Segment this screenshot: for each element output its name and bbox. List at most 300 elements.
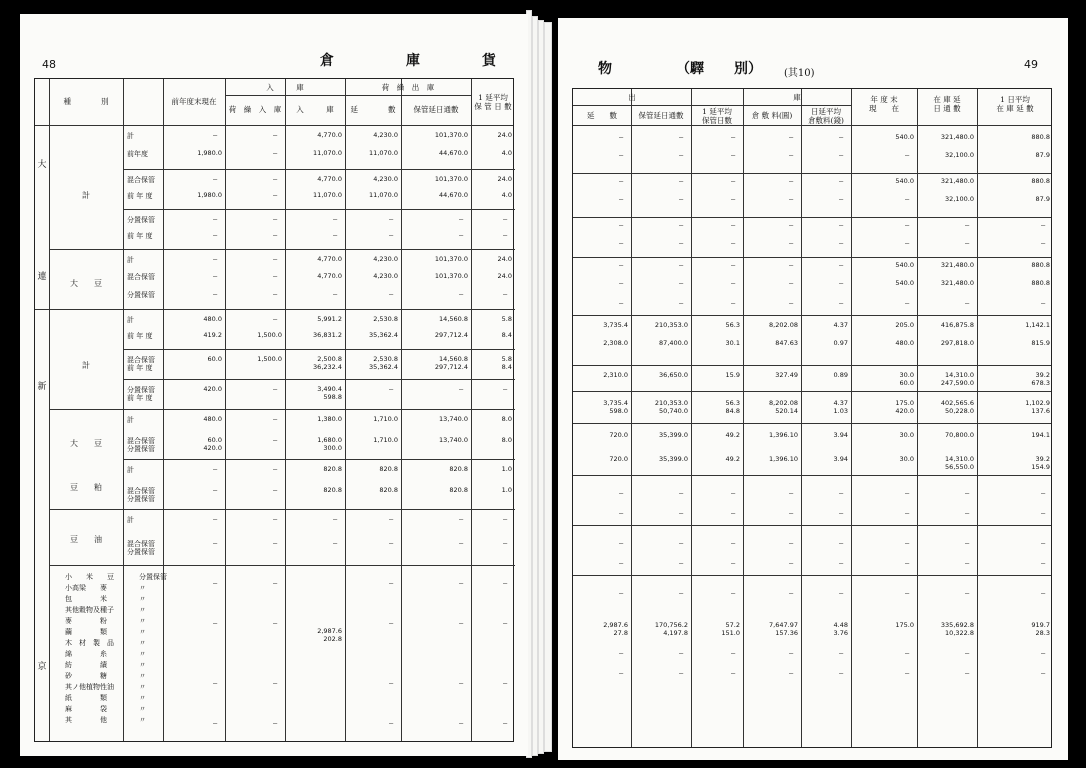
- empty-cell: —: [273, 515, 278, 523]
- empty-cell: —: [619, 195, 624, 203]
- value-cell: 24.0: [497, 255, 512, 263]
- empty-cell: —: [213, 515, 218, 523]
- value-cell: 24.0: [497, 175, 512, 183]
- item-ditto: 〃: [139, 683, 146, 691]
- empty-cell: —: [619, 151, 624, 159]
- item-ditto: 〃: [139, 639, 146, 647]
- value-cell: 540.0: [895, 279, 914, 287]
- empty-cell: —: [1041, 559, 1046, 567]
- value-cell: 2,530.8: [373, 355, 398, 363]
- value-cell: 4,230.0: [373, 272, 398, 281]
- value-cell: 44,670.0: [439, 191, 468, 199]
- value-cell: 247,590.0: [940, 379, 974, 387]
- value-cell: 8,202.08: [769, 399, 798, 407]
- column-rule: [801, 89, 802, 747]
- empty-cell: —: [839, 589, 844, 597]
- value-cell: 1.0: [501, 465, 512, 473]
- block-rule: [123, 169, 515, 170]
- value-cell: 57.2: [725, 621, 740, 629]
- empty-cell: —: [213, 175, 218, 183]
- block-rule: [123, 249, 515, 250]
- empty-cell: —: [789, 261, 794, 269]
- header-rule: [573, 125, 1051, 126]
- value-cell: 11,070.0: [369, 191, 398, 199]
- item-ditto: 〃: [139, 716, 146, 724]
- category-label: 計: [82, 361, 90, 370]
- value-cell: 480.0: [203, 415, 222, 423]
- row-label: 分置保管: [127, 386, 155, 394]
- empty-cell: —: [789, 669, 794, 677]
- header-prev-year: 前年度末現在: [171, 97, 217, 106]
- value-cell: 919.7: [1031, 621, 1050, 629]
- category-label: 豆 粕: [70, 483, 102, 492]
- empty-cell: —: [619, 261, 624, 269]
- empty-cell: —: [213, 719, 218, 727]
- empty-cell: —: [389, 231, 394, 239]
- value-cell: 56.3: [725, 321, 740, 329]
- empty-cell: —: [731, 177, 736, 185]
- value-cell: 10,322.8: [945, 629, 974, 637]
- block-rule: [573, 475, 1051, 476]
- empty-cell: —: [273, 486, 278, 494]
- value-cell: 49.2: [725, 455, 740, 463]
- value-cell: 420.0: [203, 444, 222, 452]
- empty-cell: —: [731, 669, 736, 677]
- row-label: 混合保管: [127, 437, 155, 445]
- empty-cell: —: [839, 177, 844, 185]
- row-label: 混合保管: [127, 176, 155, 184]
- value-cell: 175.0: [895, 399, 914, 407]
- row-label: 前 年 度: [127, 232, 153, 240]
- empty-cell: —: [273, 385, 278, 393]
- value-cell: 101,370.0: [434, 255, 468, 263]
- value-cell: 32,100.0: [945, 151, 974, 159]
- empty-cell: —: [839, 279, 844, 287]
- header-daily-avg: 1 日平均 在 庫 延 數: [996, 95, 1034, 113]
- page-number-left: 48: [42, 58, 56, 71]
- row-label: 計: [127, 416, 134, 424]
- value-cell: 2,500.8: [317, 355, 342, 363]
- empty-cell: —: [213, 215, 218, 223]
- value-cell: 815.9: [1031, 339, 1050, 347]
- column-rule: [123, 79, 124, 741]
- empty-cell: —: [965, 221, 970, 229]
- header-year-end: 年 度 末 現 在: [869, 95, 899, 113]
- header-out-group: 荷 繰 出 庫: [381, 83, 435, 92]
- value-cell: 4,770.0: [317, 175, 342, 183]
- empty-cell: —: [273, 175, 278, 183]
- empty-cell: —: [731, 489, 736, 497]
- header-rule: [35, 125, 513, 126]
- value-cell: 13,740.0: [439, 415, 468, 423]
- empty-cell: —: [789, 151, 794, 159]
- empty-cell: —: [273, 131, 278, 139]
- value-cell: 11,070.0: [313, 191, 342, 199]
- empty-cell: —: [789, 589, 794, 597]
- empty-cell: —: [1041, 669, 1046, 677]
- item-label: 其他穀物及種子: [65, 606, 114, 614]
- value-cell: 402,565.6: [940, 399, 974, 407]
- empty-cell: —: [731, 221, 736, 229]
- value-cell: 11,070.0: [313, 149, 342, 157]
- empty-cell: —: [213, 579, 218, 587]
- block-rule: [573, 423, 1051, 424]
- empty-cell: —: [905, 489, 910, 497]
- empty-cell: —: [731, 239, 736, 247]
- row-label: 前年度: [127, 150, 148, 158]
- value-cell: 297,712.4: [434, 363, 468, 371]
- value-cell: 720.0: [609, 431, 628, 439]
- item-ditto: 〃: [139, 584, 146, 592]
- header-storage: 保管延日通數: [638, 111, 684, 120]
- header-rule: [573, 105, 851, 106]
- value-cell: 5.8: [501, 315, 512, 323]
- value-cell: 0.89: [833, 371, 848, 379]
- empty-cell: —: [905, 669, 910, 677]
- block-rule: [573, 217, 1051, 218]
- empty-cell: —: [839, 489, 844, 497]
- value-cell: 205.0: [895, 321, 914, 329]
- empty-cell: —: [839, 261, 844, 269]
- value-cell: 87.9: [1035, 151, 1050, 159]
- empty-cell: —: [789, 133, 794, 141]
- header-stock-days: 在 庫 延 日 通 數: [933, 95, 961, 113]
- category-rule: [49, 565, 515, 566]
- value-cell: 7,647.97: [769, 621, 798, 629]
- empty-cell: —: [619, 539, 624, 547]
- value-cell: 175.0: [895, 621, 914, 629]
- value-cell: 28.3: [1035, 629, 1050, 637]
- empty-cell: —: [731, 559, 736, 567]
- empty-cell: —: [839, 239, 844, 247]
- block-rule: [123, 209, 515, 210]
- empty-cell: —: [213, 255, 218, 263]
- empty-cell: —: [679, 489, 684, 497]
- empty-cell: —: [619, 559, 624, 567]
- value-cell: 1,710.0: [373, 436, 398, 444]
- empty-cell: —: [789, 279, 794, 287]
- empty-cell: —: [789, 559, 794, 567]
- header-out-count: 延 數: [350, 105, 396, 114]
- empty-cell: —: [273, 465, 278, 473]
- value-cell: 4,770.0: [317, 272, 342, 281]
- empty-cell: —: [213, 289, 218, 298]
- empty-cell: —: [213, 679, 218, 687]
- empty-cell: —: [1041, 299, 1046, 307]
- category-label: 豆 油: [70, 535, 102, 544]
- empty-cell: —: [679, 261, 684, 269]
- value-cell: 598.0: [609, 407, 628, 415]
- block-rule: [573, 391, 1051, 392]
- empty-cell: —: [965, 649, 970, 657]
- empty-cell: —: [679, 539, 684, 547]
- empty-cell: —: [789, 489, 794, 497]
- value-cell: 419.2: [203, 331, 222, 339]
- value-cell: 3,735.4: [603, 321, 628, 329]
- value-cell: 27.8: [613, 629, 628, 637]
- block-rule: [123, 509, 515, 510]
- value-cell: 1.0: [501, 486, 512, 494]
- empty-cell: —: [503, 719, 508, 727]
- value-cell: 4,770.0: [317, 255, 342, 263]
- empty-cell: —: [965, 669, 970, 677]
- value-cell: 60.0: [207, 355, 222, 363]
- value-cell: 101,370.0: [434, 175, 468, 183]
- column-rule: [977, 89, 978, 747]
- empty-cell: —: [503, 289, 508, 298]
- value-cell: 87,400.0: [659, 339, 688, 347]
- value-cell: 8.4: [501, 363, 512, 371]
- value-cell: 194.1: [1031, 431, 1050, 439]
- empty-cell: —: [731, 279, 736, 287]
- value-cell: 880.8: [1031, 279, 1050, 287]
- header-type: 種 別: [63, 97, 109, 106]
- empty-cell: —: [503, 231, 508, 239]
- empty-cell: —: [213, 539, 218, 547]
- empty-cell: —: [333, 231, 338, 239]
- empty-cell: —: [1041, 239, 1046, 247]
- empty-cell: —: [679, 509, 684, 517]
- empty-cell: —: [839, 195, 844, 203]
- empty-cell: —: [789, 195, 794, 203]
- empty-cell: —: [619, 509, 624, 517]
- empty-cell: —: [905, 589, 910, 597]
- empty-cell: —: [965, 299, 970, 307]
- empty-cell: —: [619, 589, 624, 597]
- value-cell: 39.2: [1035, 371, 1050, 379]
- right-page: [558, 18, 1068, 760]
- empty-cell: —: [679, 133, 684, 141]
- value-cell: 820.8: [449, 486, 468, 494]
- row-label: 分置保管: [127, 216, 155, 224]
- empty-cell: —: [459, 539, 464, 547]
- empty-cell: —: [731, 509, 736, 517]
- row-label: 分置保管: [127, 290, 155, 299]
- empty-cell: —: [731, 539, 736, 547]
- value-cell: 297,712.4: [434, 331, 468, 339]
- column-rule: [225, 79, 226, 741]
- empty-cell: —: [789, 239, 794, 247]
- value-cell: 4.48: [833, 621, 848, 629]
- value-cell: 0.97: [833, 339, 848, 347]
- value-cell: 210,353.0: [654, 399, 688, 407]
- value-cell: 30.0: [899, 455, 914, 463]
- value-cell: 1,396.10: [769, 455, 798, 463]
- value-cell: 297,818.0: [940, 339, 974, 347]
- empty-cell: —: [679, 221, 684, 229]
- block-rule: [573, 365, 1051, 366]
- value-cell: 4.0: [501, 149, 512, 157]
- value-cell: 540.0: [895, 177, 914, 185]
- empty-cell: —: [389, 215, 394, 223]
- item-label: 綿 糸: [65, 650, 107, 658]
- empty-cell: —: [389, 539, 394, 547]
- value-cell: 2,530.8: [373, 315, 398, 323]
- value-cell: 1,500.0: [257, 331, 282, 339]
- right-table: [572, 88, 1052, 748]
- empty-cell: —: [459, 231, 464, 239]
- row-label: 前 年 度: [127, 332, 153, 340]
- empty-cell: —: [1041, 489, 1046, 497]
- value-cell: 2,308.0: [603, 339, 628, 347]
- empty-cell: —: [459, 619, 464, 627]
- category-label: 大 豆: [70, 439, 102, 448]
- value-cell: 8.0: [501, 415, 512, 423]
- region-label: 大: [37, 160, 47, 170]
- empty-cell: —: [273, 679, 278, 687]
- column-rule: [851, 89, 852, 747]
- value-cell: 14,560.8: [439, 315, 468, 323]
- row-label: 混合保管: [127, 540, 155, 548]
- empty-cell: —: [965, 539, 970, 547]
- empty-cell: —: [619, 133, 624, 141]
- item-ditto: 〃: [139, 606, 146, 614]
- value-cell: 1,710.0: [373, 415, 398, 423]
- empty-cell: —: [679, 299, 684, 307]
- empty-cell: —: [503, 385, 508, 393]
- value-cell: 1,396.10: [769, 431, 798, 439]
- value-cell: 70,800.0: [945, 431, 974, 439]
- empty-cell: —: [789, 221, 794, 229]
- value-cell: 30.0: [899, 431, 914, 439]
- empty-cell: —: [1041, 509, 1046, 517]
- item-ditto: 〃: [139, 628, 146, 636]
- column-rule: [691, 89, 692, 747]
- value-cell: 820.8: [323, 465, 342, 473]
- row-label: 計: [127, 516, 134, 524]
- value-cell: 3,735.4: [603, 399, 628, 407]
- empty-cell: —: [731, 649, 736, 657]
- item-label: 小 米 豆: [65, 573, 114, 581]
- value-cell: 4.37: [833, 399, 848, 407]
- block-rule: [573, 173, 1051, 174]
- value-cell: 87.9: [1035, 195, 1050, 203]
- value-cell: 35,362.4: [369, 331, 398, 339]
- empty-cell: —: [213, 131, 218, 139]
- value-cell: 416,875.8: [940, 321, 974, 329]
- empty-cell: —: [273, 415, 278, 423]
- empty-cell: —: [333, 215, 338, 223]
- block-rule: [573, 575, 1051, 576]
- column-rule: [917, 89, 918, 747]
- value-cell: 5,991.2: [317, 315, 342, 323]
- value-cell: 8.4: [501, 331, 512, 339]
- value-cell: 420.0: [895, 407, 914, 415]
- value-cell: 3.76: [833, 629, 848, 637]
- value-cell: 1,380.0: [317, 415, 342, 423]
- page-subtitle: (其10): [784, 68, 815, 79]
- item-label: 木 材 製 品: [65, 639, 114, 647]
- item-label: 其 他: [65, 716, 107, 724]
- header-in-transfer: 荷 繰 入 庫: [228, 105, 282, 114]
- value-cell: 4,230.0: [373, 131, 398, 139]
- empty-cell: —: [333, 289, 338, 298]
- value-cell: 321,480.0: [940, 279, 974, 287]
- empty-cell: —: [619, 279, 624, 287]
- empty-cell: —: [619, 669, 624, 677]
- value-cell: 60.0: [207, 436, 222, 444]
- empty-cell: —: [619, 649, 624, 657]
- item-ditto: 〃: [139, 672, 146, 680]
- empty-cell: —: [789, 509, 794, 517]
- empty-cell: —: [619, 221, 624, 229]
- empty-cell: —: [905, 649, 910, 657]
- value-cell: 3.94: [833, 455, 848, 463]
- empty-cell: —: [679, 589, 684, 597]
- empty-cell: —: [213, 465, 218, 473]
- value-cell: 101,370.0: [434, 272, 468, 281]
- row-label: 分置保管: [127, 445, 155, 453]
- empty-cell: —: [965, 559, 970, 567]
- value-cell: 1,980.0: [197, 149, 222, 157]
- header-fee-avg: 日延平均 倉敷料(錢): [808, 107, 844, 125]
- page-title-char: （驛: [676, 61, 704, 77]
- value-cell: 420.0: [203, 385, 222, 393]
- empty-cell: —: [905, 539, 910, 547]
- value-cell: 8,202.08: [769, 321, 798, 329]
- empty-cell: —: [679, 177, 684, 185]
- empty-cell: —: [839, 559, 844, 567]
- value-cell: 1,680.0: [317, 436, 342, 444]
- empty-cell: —: [965, 489, 970, 497]
- value-cell: 36,831.2: [313, 331, 342, 339]
- value-cell: 4,230.0: [373, 255, 398, 263]
- value-cell: 820.8: [379, 465, 398, 473]
- empty-cell: —: [459, 385, 464, 393]
- column-rule: [631, 89, 632, 747]
- value-cell: 15.9: [725, 371, 740, 379]
- value-cell: 14,310.0: [945, 455, 974, 463]
- empty-cell: —: [273, 539, 278, 547]
- value-cell: 3.94: [833, 431, 848, 439]
- empty-cell: —: [273, 191, 278, 199]
- empty-cell: —: [789, 177, 794, 185]
- value-cell: 36,650.0: [659, 371, 688, 379]
- block-rule: [123, 409, 515, 410]
- row-label: 計: [127, 316, 134, 324]
- header-rule: [225, 95, 471, 96]
- value-cell: 157.36: [775, 629, 798, 637]
- value-cell: 24.0: [497, 272, 512, 281]
- value-cell: 1,142.1: [1025, 321, 1050, 329]
- block-rule: [573, 525, 1051, 526]
- value-cell: 540.0: [895, 133, 914, 141]
- empty-cell: —: [273, 149, 278, 157]
- row-label: 前 年 度: [127, 394, 153, 402]
- empty-cell: —: [389, 619, 394, 627]
- empty-cell: —: [273, 231, 278, 239]
- page-title-char: 物: [598, 61, 612, 77]
- item-label: 紙 類: [65, 694, 107, 702]
- empty-cell: —: [389, 515, 394, 523]
- value-cell: 1.03: [833, 407, 848, 415]
- page-number-right: 49: [1024, 58, 1038, 71]
- empty-cell: —: [679, 195, 684, 203]
- value-cell: 24.0: [497, 131, 512, 139]
- value-cell: 50,228.0: [945, 407, 974, 415]
- empty-cell: —: [333, 539, 338, 547]
- value-cell: 480.0: [895, 339, 914, 347]
- header-in-group: 入 庫: [266, 83, 304, 92]
- empty-cell: —: [731, 261, 736, 269]
- left-page: [20, 14, 528, 756]
- left-table: [34, 78, 514, 742]
- value-cell: 678.3: [1031, 379, 1050, 387]
- empty-cell: —: [731, 133, 736, 141]
- value-cell: 35,399.0: [659, 431, 688, 439]
- value-cell: 60.0: [899, 379, 914, 387]
- column-rule: [163, 79, 164, 741]
